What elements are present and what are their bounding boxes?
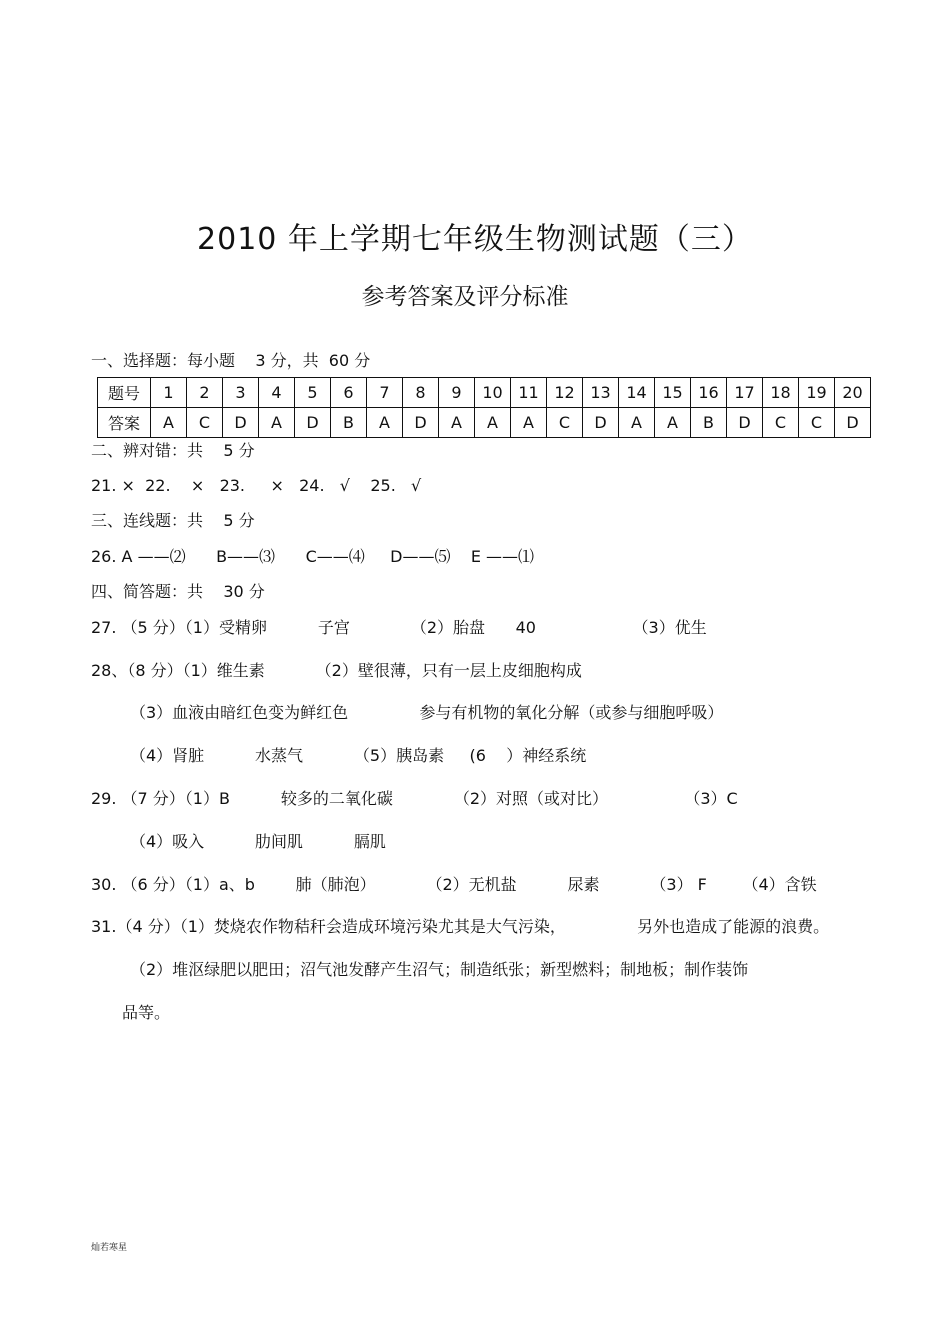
answer-cell: D [727,408,763,438]
answer-q28-line3: （4）肾脏 水蒸气 （5）胰岛素 (6 ）神经系统 [130,746,587,765]
answer-cell: A [511,408,547,438]
question-number-cell: 4 [259,378,295,408]
section-3-heading: 三、连线题：共 5 分 [91,511,255,530]
answer-line-21-25: 21. × 22. × 23. × 24. √ 25. √ [91,476,422,495]
answer-cell: A [655,408,691,438]
answer-line-26: 26. A ——⑵ B——⑶ C——⑷ D——⑸ E ——⑴ [91,547,535,566]
answer-cell: B [691,408,727,438]
answer-cell: D [403,408,439,438]
table-row-numbers [98,378,871,408]
answer-q29-line2: （4）吸入 肋间肌 膈肌 [130,832,386,851]
answer-cell: A [259,408,295,438]
question-number-cell: 5 [295,378,331,408]
question-number-cell: 16 [691,378,727,408]
answer-table [97,377,871,438]
question-number-cell: 13 [583,378,619,408]
answer-cell: A [367,408,403,438]
page-title: 2010 年上学期七年级生物测试题（三） [197,222,753,257]
section-4-heading: 四、简答题：共 30 分 [91,582,265,601]
question-number-cell: 19 [799,378,835,408]
section-2-heading: 二、辨对错：共 5 分 [91,441,255,460]
answer-cell: C [763,408,799,438]
question-number-cell: 1 [151,378,187,408]
answer-cell: A [475,408,511,438]
answer-cell: D [295,408,331,438]
answer-cell: A [439,408,475,438]
table-row-answers [98,408,871,438]
answer-cell: C [799,408,835,438]
answer-q27: 27. （5 分）（1）受精卵 子宫 （2）胎盘 40 （3）优生 [91,618,707,637]
table-header-label: 题号 [98,378,151,408]
question-number-cell: 14 [619,378,655,408]
question-number-cell: 17 [727,378,763,408]
answer-q31-line3: 品等。 [122,1003,171,1022]
question-number-cell: 8 [403,378,439,408]
question-number-cell: 12 [547,378,583,408]
question-number-cell: 20 [835,378,871,408]
answer-cell: B [331,408,367,438]
answer-q30: 30. （6 分）（1）a、b 肺（肺泡） （2）无机盐 尿素 （3） F （4）含铁 [91,875,817,894]
answer-cell: C [187,408,223,438]
question-number-cell: 2 [187,378,223,408]
question-number-cell: 10 [475,378,511,408]
footer-text: 灿若寒星 [91,1243,128,1253]
answer-cell: D [223,408,259,438]
answer-cell: A [619,408,655,438]
question-number-cell: 7 [367,378,403,408]
answer-q31-line2: （2）堆沤绿肥以肥田；沼气池发酵产生沼气；制造纸张；新型燃料；制地板；制作装饰 [130,960,749,979]
question-number-cell: 6 [331,378,367,408]
question-number-cell: 18 [763,378,799,408]
page-subtitle: 参考答案及评分标准 [361,284,569,310]
section-1-heading: 一、选择题：每小题 3 分，共 60 分 [91,351,371,370]
answer-q29-line1: 29. （7 分）（1）B 较多的二氧化碳 （2）对照（或对比） （3）C [91,789,738,808]
answer-cell: A [151,408,187,438]
answer-q31-line1: 31.（4 分）（1）焚烧农作物秸秆会造成环境污染尤其是大气污染， 另外也造成了能源的浪费。 [91,917,830,936]
question-number-cell: 15 [655,378,691,408]
question-number-cell: 3 [223,378,259,408]
question-number-cell: 11 [511,378,547,408]
table-answer-label: 答案 [98,408,151,438]
question-number-cell: 9 [439,378,475,408]
answer-q28-line1: 28、（8 分）（1）维生素 （2）壁很薄，只有一层上皮细胞构成 [91,661,582,680]
answer-cell: C [547,408,583,438]
answer-q28-line2: （3）血液由暗红色变为鲜红色 参与有机物的氧化分解（或参与细胞呼吸） [130,703,724,722]
answer-cell: D [835,408,871,438]
answer-cell: D [583,408,619,438]
